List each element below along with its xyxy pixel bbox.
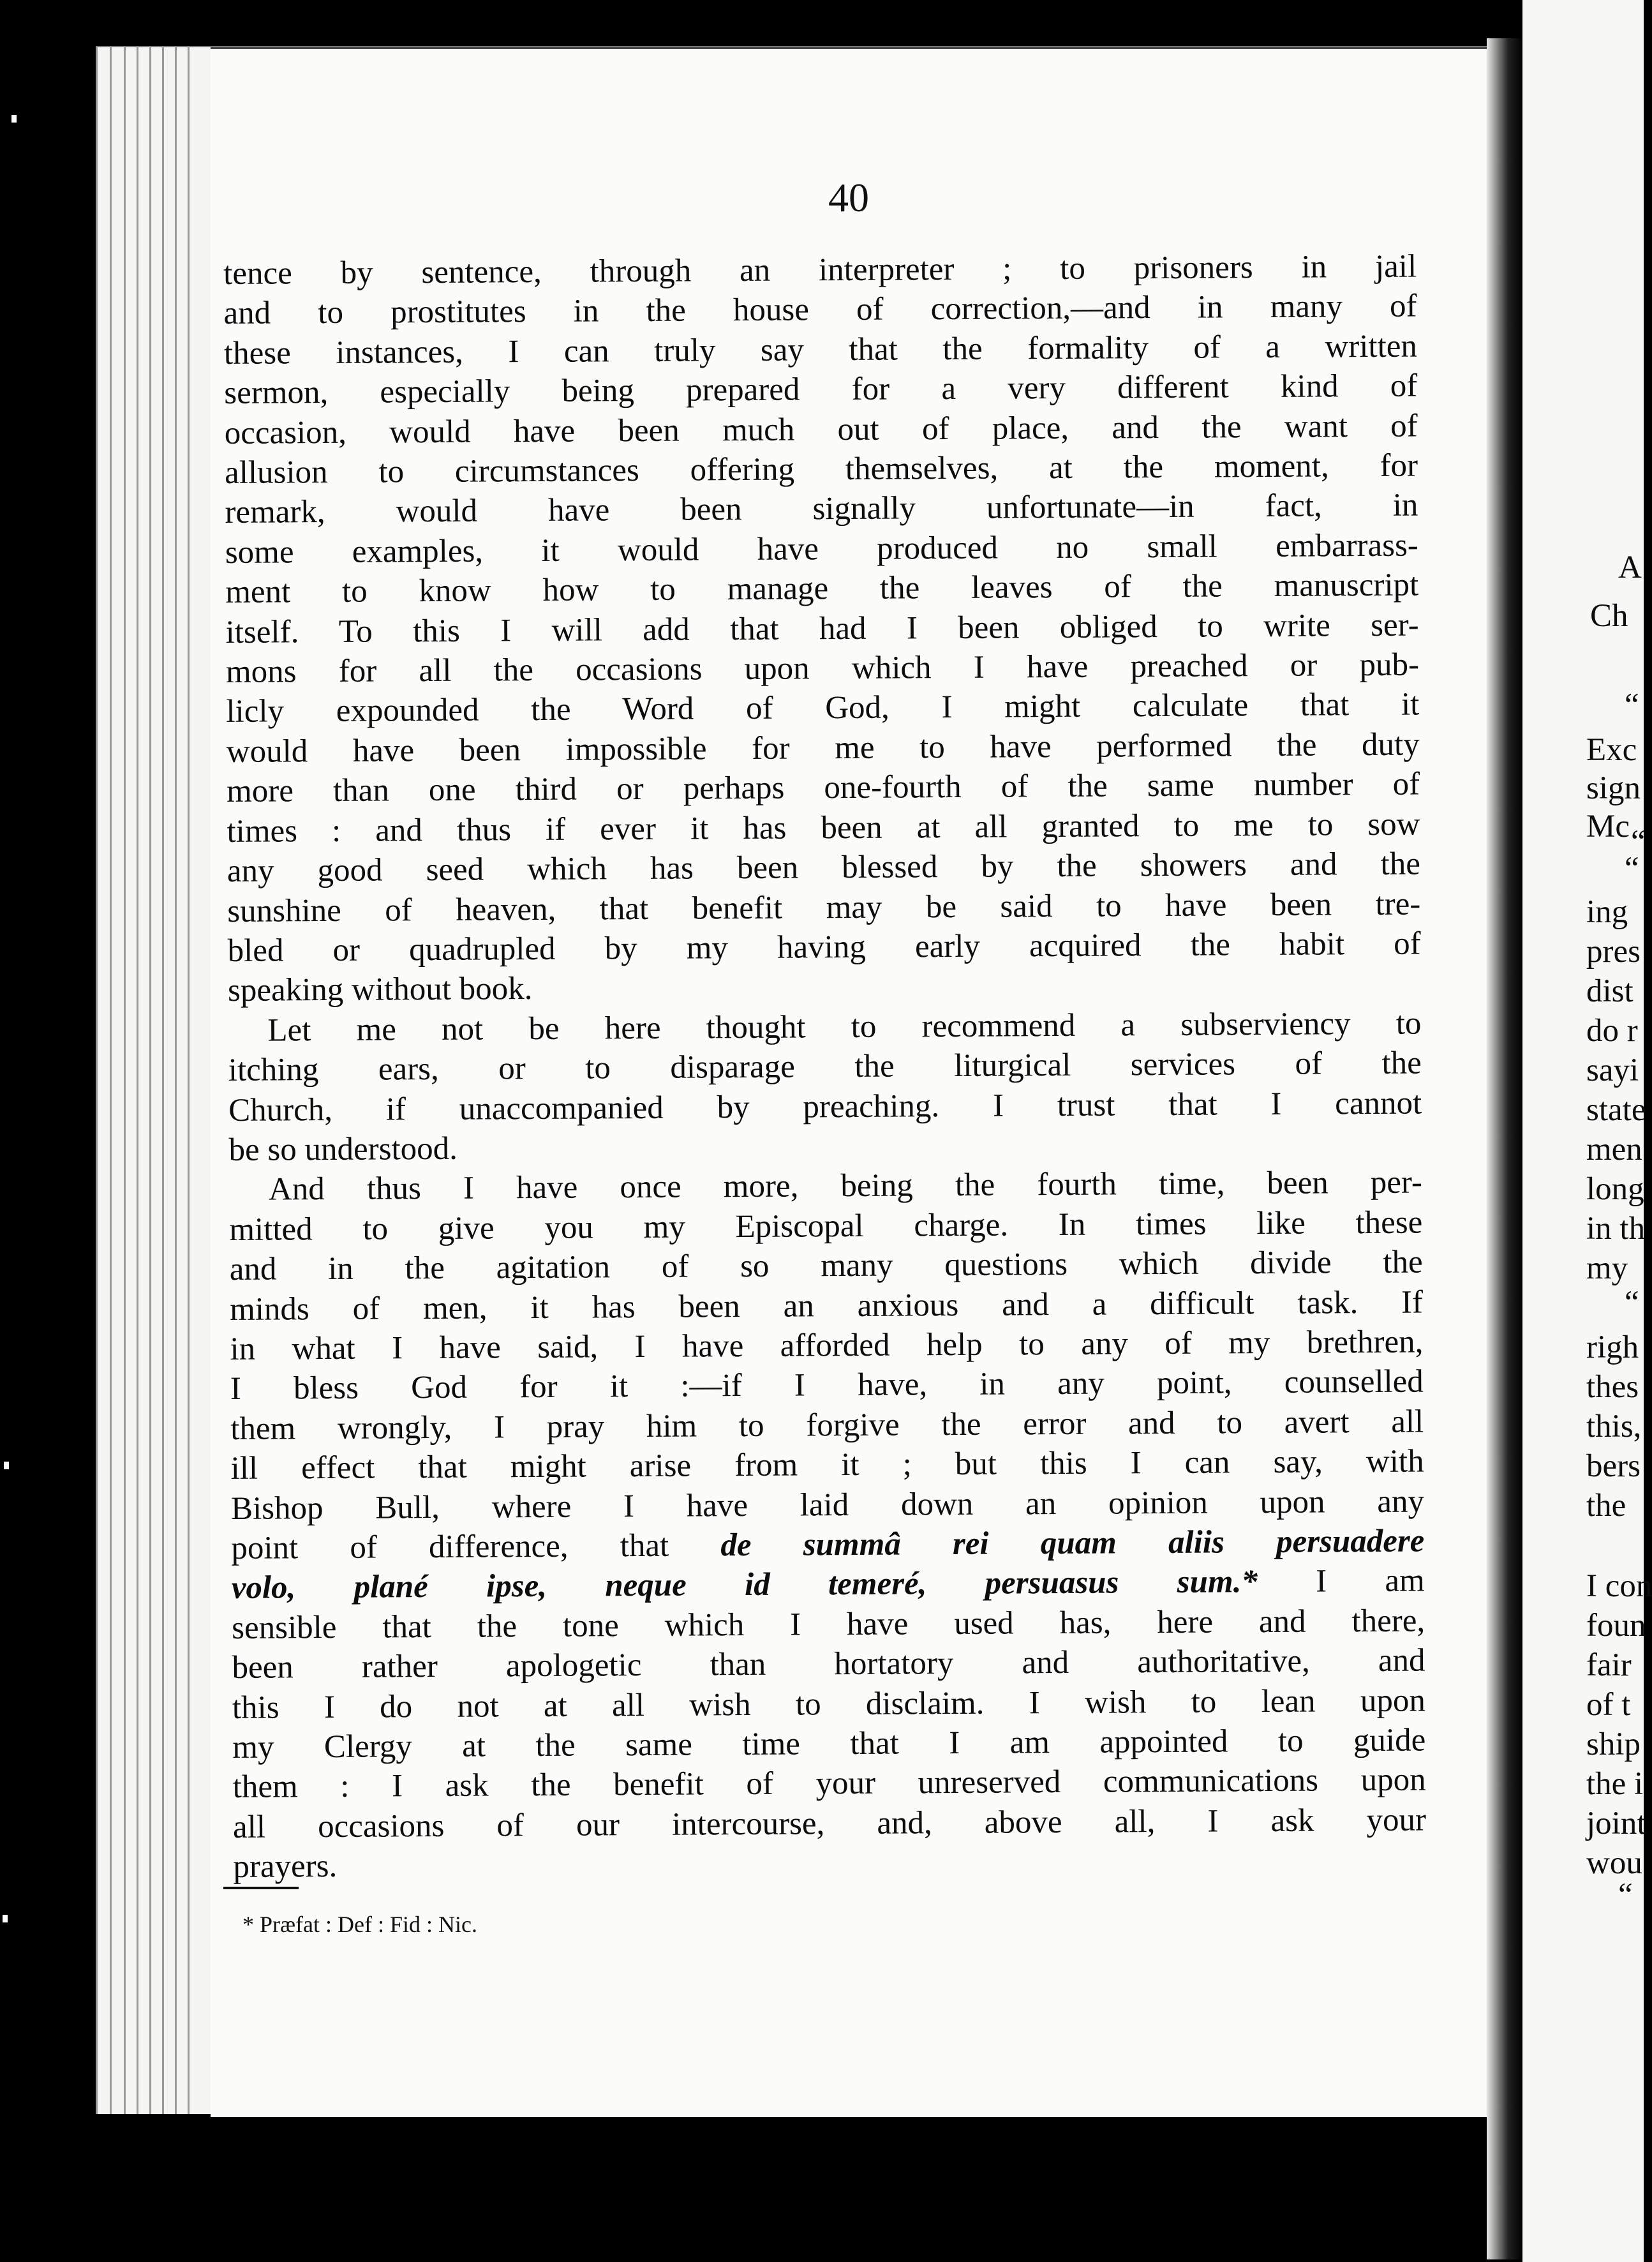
text-line: tence by sentence, through an interpreter ; to prisoners in jail [223,248,1417,292]
page-number: 40 [828,175,869,220]
text-line: and to prostitutes in the house of correction,—and in many of [223,288,1417,332]
right-page-fragment: sign [1586,770,1641,806]
text-line: ment to know how to manage the leaves of the manuscript [225,567,1419,611]
right-page-fragment: sayi [1586,1052,1639,1088]
text-line: my Clergy at the same time that I am appointed to guide [232,1722,1426,1765]
right-page-fragment: my [1586,1250,1628,1286]
text-line: and in the agitation of so many questions which divide the [229,1244,1423,1288]
right-page-fragment: do r [1586,1013,1638,1049]
scan-speck [4,1462,9,1469]
text-fragment: point of difference, that [231,1527,669,1566]
text-line: speaking without book. [227,971,533,1009]
text-line: be so understood. [228,1130,458,1168]
text-line: this I do not at all wish to disclaim. I wish to lean upon [232,1682,1426,1726]
text-line: mitted to give you my Episcopal charge. In times like these [229,1204,1423,1248]
text-line: all occasions of our intercourse, and, above all, I ask your [232,1802,1427,1845]
text-line: And thus I have once more, being the fourth time, been per- [268,1164,1423,1208]
text-line: minds of men, it has been an anxious and a difficult task. If [229,1284,1424,1328]
text-line: ill effect that might arise from it ; but this I can say, with [230,1443,1424,1487]
text-line: occasion, would have been much out of place, and the want of [224,408,1418,451]
text-line: mons for all the occasions upon which I have preached or pub- [225,647,1420,691]
text-line: prayers. [233,1848,338,1885]
text-line: sensible that the tone which I have used has, here and there, [231,1603,1425,1646]
text-line-latin-start [231,1522,1424,1569]
text-line: I bless God for it :—if I have, in any point, counselled [230,1363,1424,1407]
text-line: some examples, it would have produced no small embarrass- [225,527,1418,571]
text-line: would have been impossible for me to have performed the duty [226,726,1420,770]
right-page-fragment: long [1586,1171,1644,1207]
right-page-fragment: the i [1586,1766,1644,1802]
right-page-fragment: joint [1586,1806,1646,1841]
text-line: remark, would have been signally unfortunate—in fact, in [225,488,1418,531]
right-page-fragment: pres [1586,934,1641,970]
right-page-fragment: ship [1586,1726,1641,1762]
right-page-fragment: righ [1586,1329,1639,1365]
right-page-fragment: bers [1586,1448,1641,1484]
right-page-fragment: I con [1586,1568,1652,1604]
text-line: them wrongly, I pray him to forgive the error and to avert all [230,1404,1424,1447]
text-line-latin-end [232,1561,1425,1608]
right-page-fragment: the [1586,1488,1626,1524]
right-page-fragment: of t [1586,1687,1631,1723]
right-page-fragment: wou [1586,1845,1642,1881]
scan-speck [3,1915,8,1922]
text-line: bled or quadrupled by my having early acquired the habit of [227,925,1421,969]
footnote: * Præfat : Def : Fid : Nic. [242,1912,477,1937]
text-line: itching ears, or to disparage the liturgical services of the [228,1045,1422,1089]
right-page-fragment: dist [1586,973,1633,1009]
right-page-fragment: fair [1586,1647,1632,1683]
text-line: them : I ask the benefit of your unreserved communications upon [232,1762,1426,1806]
text-line: any good seed which has been blessed by the showers and the [227,846,1421,890]
right-page-fragment: thes [1586,1369,1639,1405]
right-page-fragment: men [1586,1132,1642,1167]
right-page-fragment: Exc [1586,732,1637,768]
text-line: itself. To this I will add that had I been obliged to write ser- [225,607,1419,650]
right-page-fragment: “ [1625,851,1639,887]
right-page-fragment: “ [1625,1285,1639,1321]
right-page-fragment: “ [1618,1877,1633,1913]
text-line: been rather apologetic than hortatory and authoritative, and [232,1642,1425,1686]
text-line: Let me not be here thought to recommend a subserviency to [267,1005,1422,1049]
footnote-rule [223,1887,299,1889]
text-line: times : and thus if ever it has been at all granted to me to sow [227,806,1420,850]
text-line: Church, if unaccompanied by preaching. I trust that I cannot [228,1085,1422,1128]
right-page [1522,0,1652,2262]
right-page-fragment: “ [1625,687,1639,723]
book-gutter [1487,38,1522,2259]
text-line: in what I have said, I have afforded help to any of my brethren, [230,1324,1424,1367]
latin-quote: de summâ rei quam aliis persuadere [720,1523,1425,1564]
right-page-fragment: state [1586,1092,1646,1128]
right-page-fragment: in th [1586,1211,1646,1247]
right-page-fragment: this, [1586,1409,1642,1444]
text-line: allusion to circumstances offering themselves, at the moment, for [224,447,1418,491]
text-line: sunshine of heaven, that benefit may be said to have been tre- [227,886,1421,929]
right-page-fragment: ing [1586,894,1628,930]
text-line: these instances, I can truly say that the formality of a written [223,328,1418,371]
text-line: more than one third or perhaps one-fourth of the same number of [226,766,1420,810]
body-text [223,247,1427,1887]
right-page-fragment: Ch [1590,598,1628,634]
text-fragment: I am [1315,1562,1425,1599]
text-line: licly expounded the Word of God, I might calculate that it [226,687,1420,730]
latin-quote-continued: volo, plané ipse, neque id temeré, persuasus sum.* [231,1564,1258,1607]
right-page-fragment: “ [1631,824,1646,860]
right-page-fragment: A [1618,550,1642,585]
text-line: sermon, especially being prepared for a very different kind of [224,368,1418,412]
text-line: Bishop Bull, where I have laid down an opinion upon any [230,1483,1425,1527]
right-page-fragment: Mc [1586,809,1630,844]
right-page-fragment: foun [1586,1608,1646,1644]
scan-speck [11,115,17,123]
